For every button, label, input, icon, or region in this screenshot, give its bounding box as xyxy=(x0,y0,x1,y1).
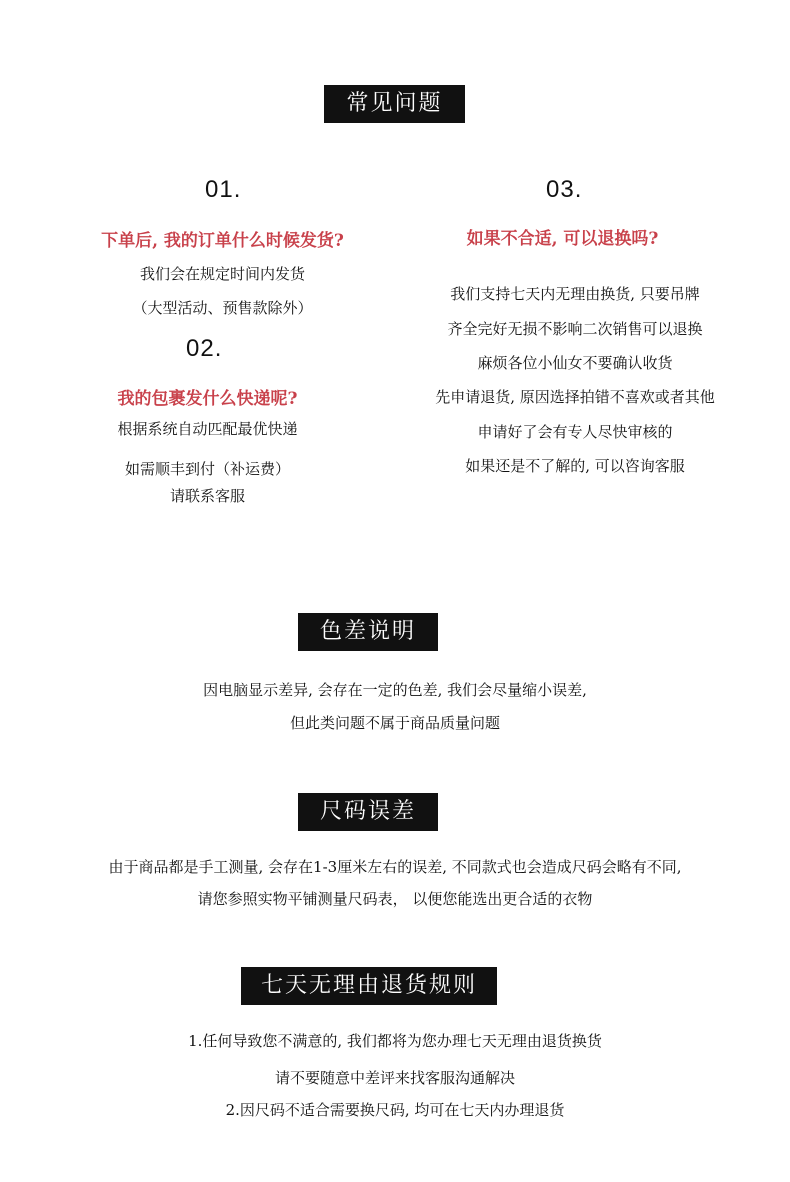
color-diff-title: 色差说明 xyxy=(298,613,438,651)
q2-line-2: 如需顺丰到付（补运费） xyxy=(124,460,290,478)
q3-line-5: 申请好了会有专人尽快审核的 xyxy=(477,423,673,441)
size-error-line-1: 由于商品都是手工测量, 会存在1-3厘米左右的误差, 不同款式也会造成尺码会略有不同, xyxy=(108,858,682,876)
q3-line-4: 先申请退货, 原因选择拍错不喜欢或者其他 xyxy=(435,388,715,406)
q3-line-1: 我们支持七天内无理由换货, 只要吊牌 xyxy=(450,285,700,303)
q3-question: 如果不合适, 可以退换吗? xyxy=(466,229,659,249)
q2-line-3: 请联系客服 xyxy=(169,487,245,505)
size-error-title: 尺码误差 xyxy=(298,793,438,831)
color-diff-line-1: 因电脑显示差异, 会存在一定的色差, 我们会尽量缩小误差, xyxy=(203,681,587,699)
returns-line-1: 1.任何导致您不满意的, 我们都将为您办理七天无理由退货换货 xyxy=(188,1032,602,1050)
q2-number: 02. xyxy=(186,335,223,362)
q3-line-3: 麻烦各位小仙女不要确认收货 xyxy=(477,354,673,372)
q1-line-1: 我们会在规定时间内发货 xyxy=(139,265,305,283)
q3-number: 03. xyxy=(546,176,583,203)
returns-title: 七天无理由退货规则 xyxy=(241,967,497,1005)
q1-number: 01. xyxy=(205,176,242,203)
size-error-line-2: 请您参照实物平铺测量尺码表， 以便您能选出更合适的衣物 xyxy=(197,890,593,908)
q2-question: 我的包裹发什么快递呢? xyxy=(117,389,298,409)
faq-title: 常见问题 xyxy=(324,85,465,123)
color-diff-line-2: 但此类问题不属于商品质量问题 xyxy=(289,714,500,732)
q3-line-2: 齐全完好无损不影响二次销售可以退换 xyxy=(447,320,703,338)
returns-line-3: 2.因尺码不适合需要换尺码, 均可在七天内办理退货 xyxy=(225,1101,565,1119)
q3-line-6: 如果还是不了解的, 可以咨询客服 xyxy=(465,457,685,475)
returns-line-2: 请不要随意中差评来找客服沟通解决 xyxy=(274,1069,515,1087)
q1-question: 下单后, 我的订单什么时候发货? xyxy=(101,231,344,251)
q1-line-2: （大型活动、预售款除外） xyxy=(132,299,313,317)
q2-line-1: 根据系统自动匹配最优快递 xyxy=(117,420,298,438)
